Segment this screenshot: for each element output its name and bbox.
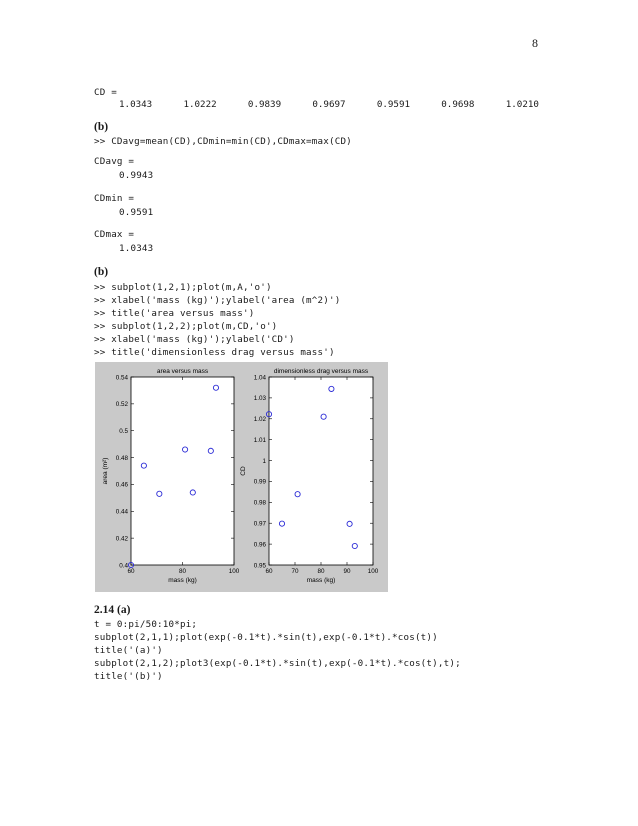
y-tick-label: 1.04	[253, 374, 266, 382]
cd-value: 1.0210	[505, 99, 539, 110]
y-tick-label: 1	[262, 457, 266, 465]
section-heading-b-plots: (b)	[94, 266, 109, 278]
y-tick-label: 0.5	[119, 428, 128, 436]
x-tick-label: 100	[367, 568, 379, 575]
y-tick-label: 1.03	[253, 395, 266, 403]
cd-value: 0.9839	[247, 99, 282, 110]
y-axis-label: CD	[240, 466, 247, 476]
cdmin-value: 0.9591	[119, 207, 154, 218]
y-tick-label: 0.98	[253, 499, 266, 507]
y-tick-label: 0.46	[115, 481, 128, 489]
y-tick-label: 0.42	[115, 535, 128, 543]
y-tick-label: 0.52	[115, 401, 128, 409]
cdmax-label: CDmax =	[94, 229, 135, 240]
cd-value: 0.9697	[312, 99, 346, 110]
y-tick-label: 1.01	[253, 436, 266, 444]
cdavg-value: 0.9943	[119, 170, 154, 181]
y-tick-label: 0.99	[253, 478, 266, 486]
x-tick-label: 70	[291, 568, 299, 575]
command-stats: >> CDavg=mean(CD),CDmin=min(CD),CDmax=max(CD)	[94, 136, 352, 147]
code-line: subplot(2,1,1);plot(exp(-0.1*t).*sin(t),exp(-0.1*t).*cos(t))	[94, 632, 438, 643]
matlab-figure	[95, 362, 388, 592]
x-tick-label: 80	[178, 568, 187, 575]
y-tick-label: 0.4	[119, 562, 128, 570]
y-tick-label: 1.02	[253, 416, 266, 424]
plot-command: >> xlabel('mass (kg)');ylabel('area (m^2)')	[94, 295, 341, 306]
y-axis-label: area (m²)	[102, 457, 109, 485]
section-heading-2-14: 2.14 (a)	[94, 604, 131, 616]
section-heading-b: (b)	[94, 121, 109, 133]
chart-title: area versus mass	[156, 368, 209, 375]
y-tick-label: 0.54	[115, 374, 128, 382]
figure-canvas	[95, 362, 388, 592]
code-line: t = 0:pi/50:10*pi;	[94, 619, 198, 630]
y-tick-label: 0.48	[115, 454, 128, 462]
cd-value: 0.9698	[441, 99, 475, 110]
x-tick-label: 100	[228, 568, 240, 575]
plot-area-2	[269, 377, 373, 565]
plot-command: >> subplot(1,2,2);plot(m,CD,'o')	[94, 321, 278, 332]
cd-value: 0.9591	[376, 99, 411, 110]
x-tick-label: 80	[317, 568, 325, 575]
cdmax-value: 1.0343	[119, 243, 154, 254]
cd-value: 1.0343	[119, 99, 153, 110]
x-tick-label: 60	[127, 568, 135, 575]
x-tick-label: 90	[343, 568, 351, 575]
x-axis-label: mass (kg)	[168, 577, 197, 584]
y-tick-label: 0.97	[253, 520, 266, 528]
plot-command: >> subplot(1,2,1);plot(m,A,'o')	[94, 282, 272, 293]
plot-command: >> title('area versus mass')	[94, 308, 255, 319]
x-tick-label: 60	[265, 568, 273, 575]
page-number: 8	[532, 36, 538, 50]
cdavg-label: CDavg =	[94, 156, 135, 167]
chart-title: dimensionless drag versus mass	[273, 368, 369, 375]
code-line: title('(b)')	[94, 671, 163, 682]
x-axis-label: mass (kg)	[306, 577, 336, 584]
code-line: title('(a)')	[94, 645, 163, 656]
plot-area-1	[131, 377, 234, 565]
plot-command: >> xlabel('mass (kg)');ylabel('CD')	[94, 334, 295, 345]
cd-value: 1.0222	[183, 99, 217, 110]
y-tick-label: 0.44	[115, 508, 128, 516]
y-tick-label: 0.95	[253, 562, 266, 570]
code-line: subplot(2,1,2);plot3(exp(-0.1*t).*sin(t),exp(-0.1*t).*cos(t),t);	[94, 658, 461, 669]
y-tick-label: 0.96	[253, 541, 266, 549]
plot-command: >> title('dimensionless drag versus mass')	[94, 347, 335, 358]
cd-label: CD =	[94, 87, 117, 98]
cd-values-row	[119, 99, 539, 110]
cdmin-label: CDmin =	[94, 193, 135, 204]
